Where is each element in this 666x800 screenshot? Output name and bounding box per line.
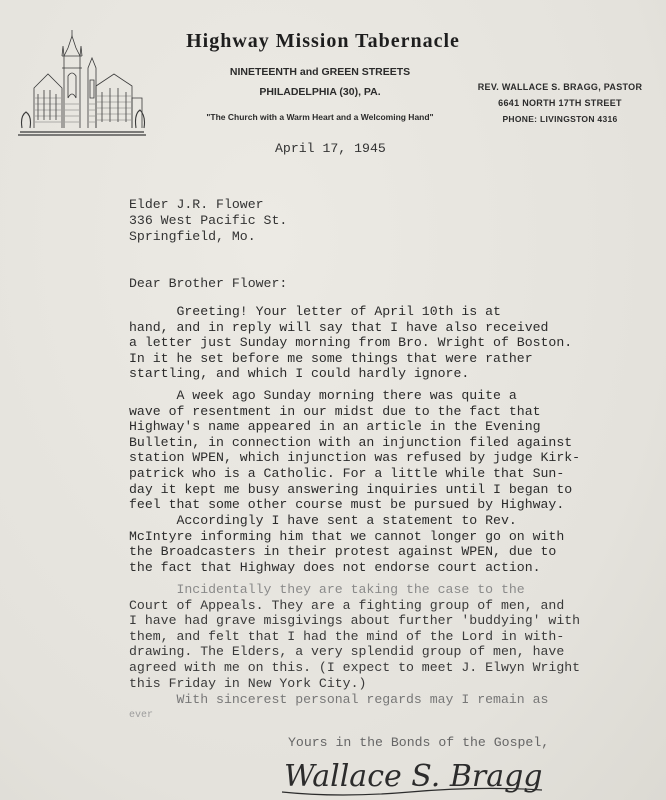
paragraph-line: Court of Appeals. They are a fighting group of men, and xyxy=(129,597,565,613)
paragraph-line: ever xyxy=(129,709,154,721)
pastor-phone: PHONE: LIVINGSTON 4316 xyxy=(502,114,618,124)
letter-date: April 17, 1945 xyxy=(275,141,386,156)
org-name: Highway Mission Tabernacle xyxy=(186,30,460,52)
paragraph-greeting xyxy=(129,304,572,382)
church-building-illustration xyxy=(18,28,146,138)
paragraph-appeals xyxy=(129,582,580,691)
paragraph-statement xyxy=(129,513,564,575)
pastor-address: 6641 NORTH 17TH STREET xyxy=(498,98,622,108)
paragraph-line: this Friday in New York City.) xyxy=(129,675,367,691)
signature-text: Wallace S. Bragg xyxy=(284,759,543,794)
paragraph-line: I have had grave misgivings about further 'buddying' with xyxy=(129,613,581,629)
pastor-name: REV. WALLACE S. BRAGG, PASTOR xyxy=(477,82,643,92)
paragraph-line: feel that some other course must be pursued by Highway. xyxy=(129,497,565,513)
paragraph-line: McIntyre informing him that we cannot longer go on with xyxy=(129,528,565,544)
paragraph-line: a letter just Sunday morning from Bro. Wright of Boston. xyxy=(129,335,573,351)
paragraph-line: Highway's name appeared in an article in the Evening xyxy=(129,419,541,435)
paragraph-line: hand, and in reply will say that I have also received xyxy=(129,319,549,335)
paragraph-line: patrick who is a Catholic. For a little while that Sun- xyxy=(129,465,565,481)
closing: Yours in the Bonds of the Gospel, xyxy=(288,735,550,750)
paragraph-regards xyxy=(129,692,548,723)
paragraph-line: Accordingly I have sent a statement to Rev. xyxy=(129,513,517,528)
paragraph-line: A week ago Sunday morning there was quite a xyxy=(129,388,517,403)
recipient-city: Springfield, Mo. xyxy=(129,229,256,244)
paragraph-line: day it kept me busy answering inquiries until I began to xyxy=(129,481,573,497)
paragraph-resentment xyxy=(129,388,580,513)
paragraph-line: Greeting! Your letter of April 10th is at xyxy=(129,304,501,319)
paragraph-line: In it he set before me some things that were rather xyxy=(129,350,533,366)
handwritten-signature xyxy=(280,752,550,800)
paragraph-line: With sincerest personal regards may I remain as xyxy=(129,692,549,707)
org-street-address: NINETEENTH and GREEN STREETS xyxy=(229,66,411,78)
paragraph-line: station WPEN, which injunction was refused by judge Kirk- xyxy=(129,450,581,466)
paragraph-line: Bulletin, in connection with an injunction filed against xyxy=(129,434,573,450)
paragraph-line: wave of resentment in our midst due to the fact that xyxy=(129,403,541,419)
paragraph-line: them, and felt that I had the mind of the Lord in with- xyxy=(129,628,565,644)
recipient-name: Elder J.R. Flower xyxy=(129,197,264,212)
paragraph-line: Incidentally they are taking the case to the xyxy=(129,582,525,597)
paragraph-line: the fact that Highway does not endorse court action. xyxy=(129,559,541,575)
paragraph-line: drawing. The Elders, a very splendid group of men, have xyxy=(129,644,565,660)
paragraph-line: the Broadcasters in their protest against WPEN, due to xyxy=(129,544,557,560)
org-motto: "The Church with a Warm Heart and a Welcoming Hand" xyxy=(206,112,434,122)
paragraph-line: agreed with me on this. (I expect to meet J. Elwyn Wright xyxy=(129,659,581,675)
recipient-street: 336 West Pacific St. xyxy=(129,213,288,228)
org-city-address: PHILADELPHIA (30), PA. xyxy=(259,86,381,98)
paragraph-line: startling, and which I could hardly ignore. xyxy=(129,366,470,382)
salutation: Dear Brother Flower: xyxy=(129,276,288,291)
